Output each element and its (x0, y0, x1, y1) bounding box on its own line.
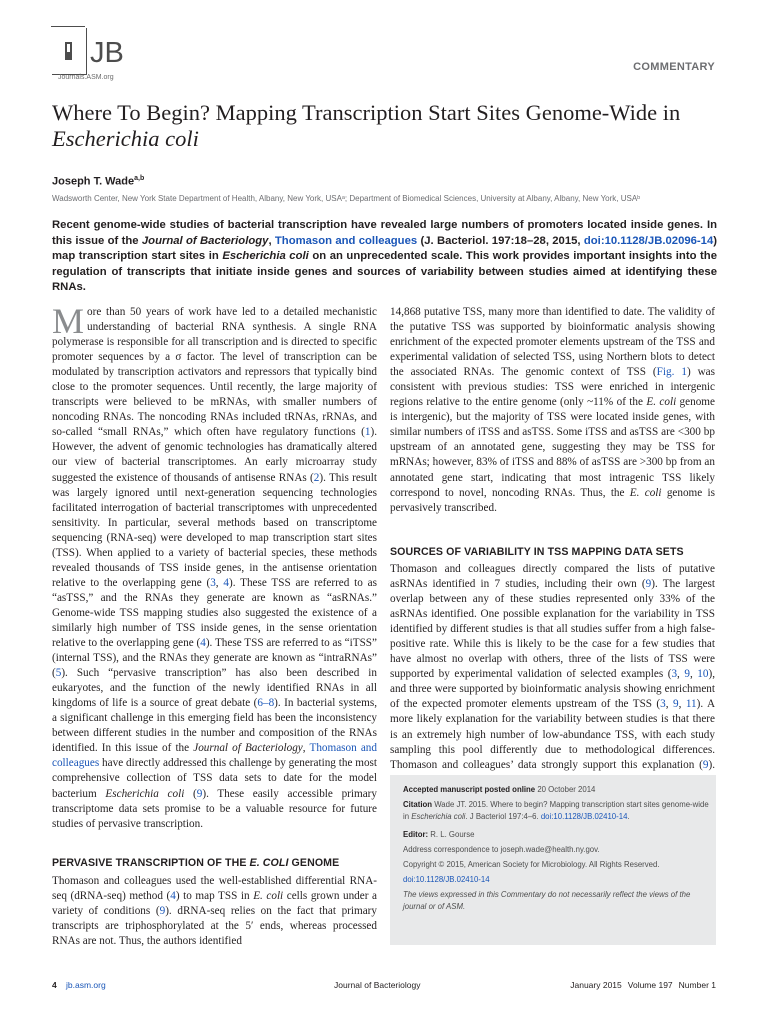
drop-cap: M (52, 301, 85, 341)
body-text: ). (708, 758, 715, 771)
journal-name: Journal of Bacteriology (193, 742, 303, 755)
body-text: cells grown under a variety of conditions ( (52, 890, 378, 918)
ref-link[interactable]: 3 (210, 576, 216, 589)
ref-link[interactable]: 9 (684, 668, 690, 681)
ref-link[interactable]: 4 (170, 890, 176, 903)
accepted-label: Accepted manuscript posted online (403, 785, 536, 794)
article-title (52, 100, 722, 152)
logo-url[interactable]: Journals.ASM.org (58, 74, 114, 81)
ref-link[interactable]: 9 (673, 698, 679, 711)
doi-link[interactable]: doi:10.1128/JB.02096-14 (583, 234, 714, 247)
title-line-2: Escherichia coli (52, 126, 199, 151)
editor-line (403, 829, 713, 841)
author (52, 175, 144, 188)
address-line: Address correspondence to joseph.wade@health.ny.gov. (403, 845, 600, 854)
abstract-text: , (268, 234, 275, 247)
title-line-1: Where To Begin? Mapping Transcription Start Sites Genome-Wide in (52, 100, 681, 125)
citation-label: Citation (403, 800, 433, 809)
ref-link[interactable]: 6–8 (257, 697, 275, 710)
footer-journal: Journal of Bacteriology (334, 980, 421, 990)
ref-link[interactable]: 9 (196, 787, 203, 800)
body-text: 14,868 putative TSS, many more than identified to date. The validity of the putative TSS was supported by bioinformatic analysis showing enrichment of the expected promoter elements upstream of the TSS and experimental validation of selected TSS, using Northern blots to detect the associated RNAs. The genomic context of TSS ( (390, 306, 715, 379)
issue-volume: Volume 197 (627, 980, 673, 990)
ref-link[interactable]: 4 (200, 637, 206, 650)
body-text: ). A more likely explanation for the variability between studies is that there is an extremely high number of low-abundance TSS, with each study sampling this pool differently due to methodological differences. Thomason and colleagues’ data strongly support this explanation ( (390, 698, 716, 771)
heading-text: GENOME (288, 857, 340, 869)
ref-link[interactable]: 2 (313, 471, 320, 484)
article-info-box (390, 775, 716, 945)
figure-link[interactable]: Fig. 1 (656, 366, 687, 379)
body-text: ). These easily accessible primary transcriptome data sets promise to be a valuable resource for future studies of pervasive transcription. (52, 787, 377, 830)
abstract-text: ) map transcription start sites in (52, 234, 718, 263)
citation-doi-link[interactable]: doi:10.1128/JB.02410-14 (540, 812, 628, 821)
accepted-line (403, 784, 713, 796)
abstract (52, 218, 717, 296)
ref-link[interactable]: 3 (660, 698, 666, 711)
doi-link[interactable]: doi:10.1128/JB.02410-14 (403, 875, 490, 884)
body-text: ) was consistent with previous studies: TSS were enriched in intergenic regions relative to the entire genome (only ~11% of the (390, 366, 715, 409)
citation-text: . J Bacteriol 197:4–6. (465, 812, 541, 821)
logo-flask-icon (64, 42, 73, 60)
copyright-line: Copyright © 2015, American Society for Microbiology. All Rights Reserved. (403, 860, 660, 869)
species-name: E. coli (646, 396, 677, 409)
column-1-body (52, 301, 377, 832)
section-heading-pervasive (52, 857, 339, 869)
body-text: Thomason and colleagues used the well-established differential RNA-seq (dRNA-seq) method ( (52, 875, 377, 903)
column-2-body (390, 305, 715, 516)
editor-name: R. L. Gourse (430, 830, 475, 839)
body-text: ). These TSS are referred to as “iTSS” (internal TSS), and the RNAs they generate are known as “intraRNAs” ( (52, 637, 377, 680)
abstract-text: Recent genome-wide studies of bacterial transcription have revealed large numbers of promoters located inside genes. In this issue of the (52, 219, 717, 247)
species-name: E. coli (629, 486, 662, 499)
citation-species: Escherichia coli (411, 812, 466, 821)
abstract-species: Escherichia coli (222, 250, 309, 263)
affiliation: Wadsworth Center, New York State Department of Health, Albany, New York, USAᵃ; Department of Biomedical Sciences, University at Albany, Albany, New York, USAᵇ (52, 194, 641, 203)
ref-link[interactable]: 5 (55, 667, 62, 680)
ref-link[interactable]: 9 (159, 905, 166, 918)
body-text: ). This result was largely ignored until next-generation sequencing technologies facilitated interrogation of bacterial transcriptomes with unprecedented sensitivity. In particular, several methods based on transcriptome sequencing (RNA-seq) were developed to map transcription start sites (TSS). When applied to a variety of bacterial species, these methods revealed thousands of TSS inside genes, in the antisense orientation relative to the overlapping gene ( (52, 471, 377, 589)
abstract-journal: Journal of Bacteriology (141, 234, 269, 247)
body-text: ). dRNA-seq relies on the fact that primary transcripts are triphosphorylated at the 5′ ends, whereas processed RNAs are not. Thus, the authors identified (52, 905, 378, 948)
body-text: have directly addressed this challenge by generating the most comprehensive collection of TSS data sets to date for the model bacterium (52, 757, 377, 800)
body-text: , (302, 742, 310, 755)
section-label: COMMENTARY (633, 61, 715, 73)
citation-text: Wade JT. 2015. Where to begin? Mapping transcription start sites genome-wide in (403, 800, 709, 821)
abstract-text: (J. Bacteriol. 197:18–28, 2015, (417, 234, 584, 247)
ref-link[interactable]: 3 (671, 668, 678, 681)
issue-info (564, 980, 716, 990)
heading-species: E. COLI (249, 857, 289, 869)
accepted-date: 20 October 2014 (537, 785, 596, 794)
section-heading-variability: SOURCES OF VARIABILITY IN TSS MAPPING DATA SETS (390, 546, 684, 558)
species-name: E. coli (253, 890, 284, 903)
body-text: , (665, 698, 673, 711)
ref-link[interactable]: 1 (364, 426, 371, 439)
column-2-section-body (390, 562, 715, 788)
body-text: ore than 50 years of work have led to a detailed mechanistic understanding of bacterial RNA synthesis. A single RNA polymerase is responsible for all transcription and is directed to specific promoter sequences by a σ factor. The level of transcription can be modulated by transcription activators and repressors that typically bind close to the promoter sequences. Until recently, the large majority of transcripts were believed to be mRNAs, with smaller numbers of noncoding RNAs. The noncoding RNAs included tRNAs, rRNAs, and so-called “small RNAs,” which often have regulatory functions ( (52, 306, 377, 439)
author-sup: a,b (134, 175, 145, 182)
issue-date: January 2015 (570, 980, 622, 990)
body-text: ). These TSS are referred to as “asTSS,” and the RNAs they generate are known as “asRNAs.” Genome-wide TSS mapping studies also suggested the existence of a similarly high number of TSS inside genes, in the sense orientation relative to the overlapping gene ( (52, 576, 377, 650)
body-text: , (215, 576, 224, 589)
body-text: ). In bacterial systems, a significant challenge in this emerging field has been the inconsistency between different studies in the number and composition of the RNAs identified. In this issue of the (52, 697, 377, 755)
body-text: , (677, 668, 685, 681)
page-number: 4 (52, 980, 57, 990)
author-name: Joseph T. Wade (52, 175, 135, 188)
ref-link[interactable]: 11 (685, 698, 697, 711)
body-text: ), and three were supported by bioinformatic analysis showing enrichment of the expected promoter elements upstream of the TSS ( (390, 668, 716, 711)
abstract-text: on an unprecedented scale. This work provides important insights into the regulation of transcripts that initiate inside genes and sources of variability between studies aimed at identifying these RNAs. (52, 250, 717, 294)
ref-link[interactable]: 9 (645, 578, 652, 591)
body-text: ). However, the advent of genomic technologies has dramatically altered our view of bacterial transcriptomes. An early microarray study suggested the existence of thousands of antisense RNAs ( (52, 426, 377, 484)
body-text: genome is pervasively transcribed. (390, 486, 715, 514)
body-text: , (689, 668, 698, 681)
body-text: ). The largest overlap between any of these studies represented only 33% of the asRNAs identified. One possible explanation for the variability in TSS identified by different studies is that all studies suffer from a high false-positive rate. While this is likely to be the case for a few studies that have almost no overlap with others, three of the lists of TSS were supported by experimental validation of selected examples ( (390, 578, 715, 681)
issue-number: Number 1 (678, 980, 716, 990)
body-text: ). Such “pervasive transcription” has also been described in eukaryotes, and the function of the newly identified RNAs in all kingdoms of life is a source of great debate ( (52, 667, 377, 710)
species-name: Escherichia coli (105, 787, 185, 800)
journal-url-link[interactable]: jb.asm.org (66, 980, 106, 990)
ref-link[interactable]: 4 (223, 576, 229, 589)
body-text: ( (184, 787, 197, 800)
logo-text: JB (90, 37, 124, 69)
thomason-link[interactable]: Thomason and colleagues (274, 234, 418, 247)
body-text: , (678, 698, 686, 711)
thomason-link[interactable]: Thomason and colleagues (52, 742, 377, 770)
body-text: genome is intergenic), but the majority of TSS were located inside genes, with similar numbers of iTSS and asTSS. Some iTSS and asTSS are <300 bp upstream of an annotated gene, suggesting they may be TSS for mRNAs; however, 83% of iTSS and 88% of asTSS are >300 bp from an annotated gene start, indicating that most intragenic TSS likely correspond to novel, noncoding RNAs. Thus, the (390, 396, 715, 499)
editor-label: Editor: (403, 830, 429, 839)
journal-logo (52, 26, 124, 84)
heading-text: PERVASIVE TRANSCRIPTION OF THE (52, 857, 250, 869)
citation (403, 799, 713, 823)
citation-text: . (627, 812, 630, 821)
ref-link[interactable]: 10 (697, 668, 709, 681)
body-text: ) to map TSS in (175, 890, 254, 903)
column-1-section-body (52, 874, 377, 949)
ref-link[interactable]: 9 (702, 758, 709, 771)
body-text: Thomason and colleagues directly compared the lists of putative asRNAs identified in 7 studies, including their own ( (390, 563, 715, 591)
disclaimer: The views expressed in this Commentary do not necessarily reflect the views of the journal or of ASM. (403, 890, 691, 911)
